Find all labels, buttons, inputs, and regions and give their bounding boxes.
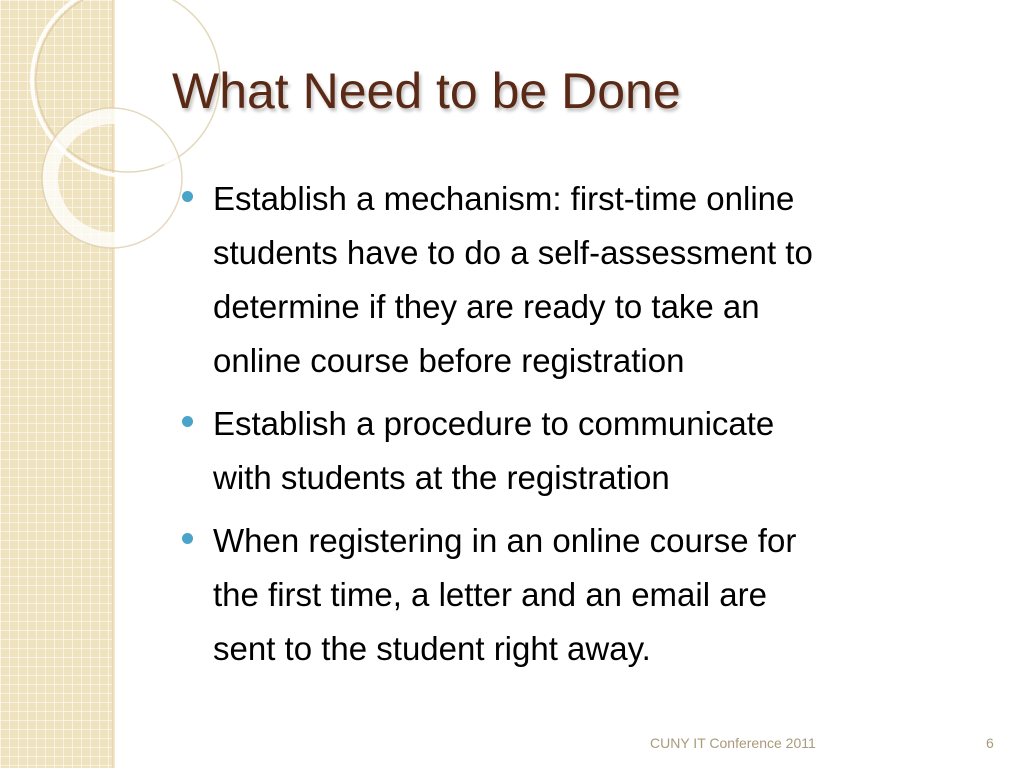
bullet-dot-icon bbox=[182, 533, 193, 544]
bullet-text-line: determine if they are ready to take an bbox=[213, 288, 760, 325]
bullet-text-line: sent to the student right away. bbox=[213, 630, 651, 667]
bullet-text-line: with students at the registration bbox=[213, 459, 670, 496]
bullet-dot-icon bbox=[182, 416, 193, 427]
footer-text: CUNY IT Conference 2011 bbox=[650, 735, 816, 751]
bullet-text-line: the first time, a letter and an email are bbox=[213, 576, 767, 613]
bullet-item bbox=[182, 397, 982, 505]
bullet-text-line: students have to do a self-assessment to bbox=[213, 234, 813, 271]
bullet-item bbox=[182, 172, 982, 388]
bullet-list bbox=[182, 172, 982, 685]
bullet-dot-icon bbox=[182, 191, 193, 202]
bullet-text-line: online course before registration bbox=[213, 342, 685, 379]
decorative-rings-icon bbox=[0, 0, 140, 260]
slide-title: What Need to be Done bbox=[172, 63, 681, 119]
bullet-text-line: Establish a mechanism: first-time online bbox=[213, 180, 795, 217]
page-number: 6 bbox=[986, 735, 994, 751]
bullet-item bbox=[182, 514, 982, 676]
bullet-text-line: When registering in an online course for bbox=[213, 522, 797, 559]
bullet-text-line: Establish a procedure to communicate bbox=[213, 405, 775, 442]
